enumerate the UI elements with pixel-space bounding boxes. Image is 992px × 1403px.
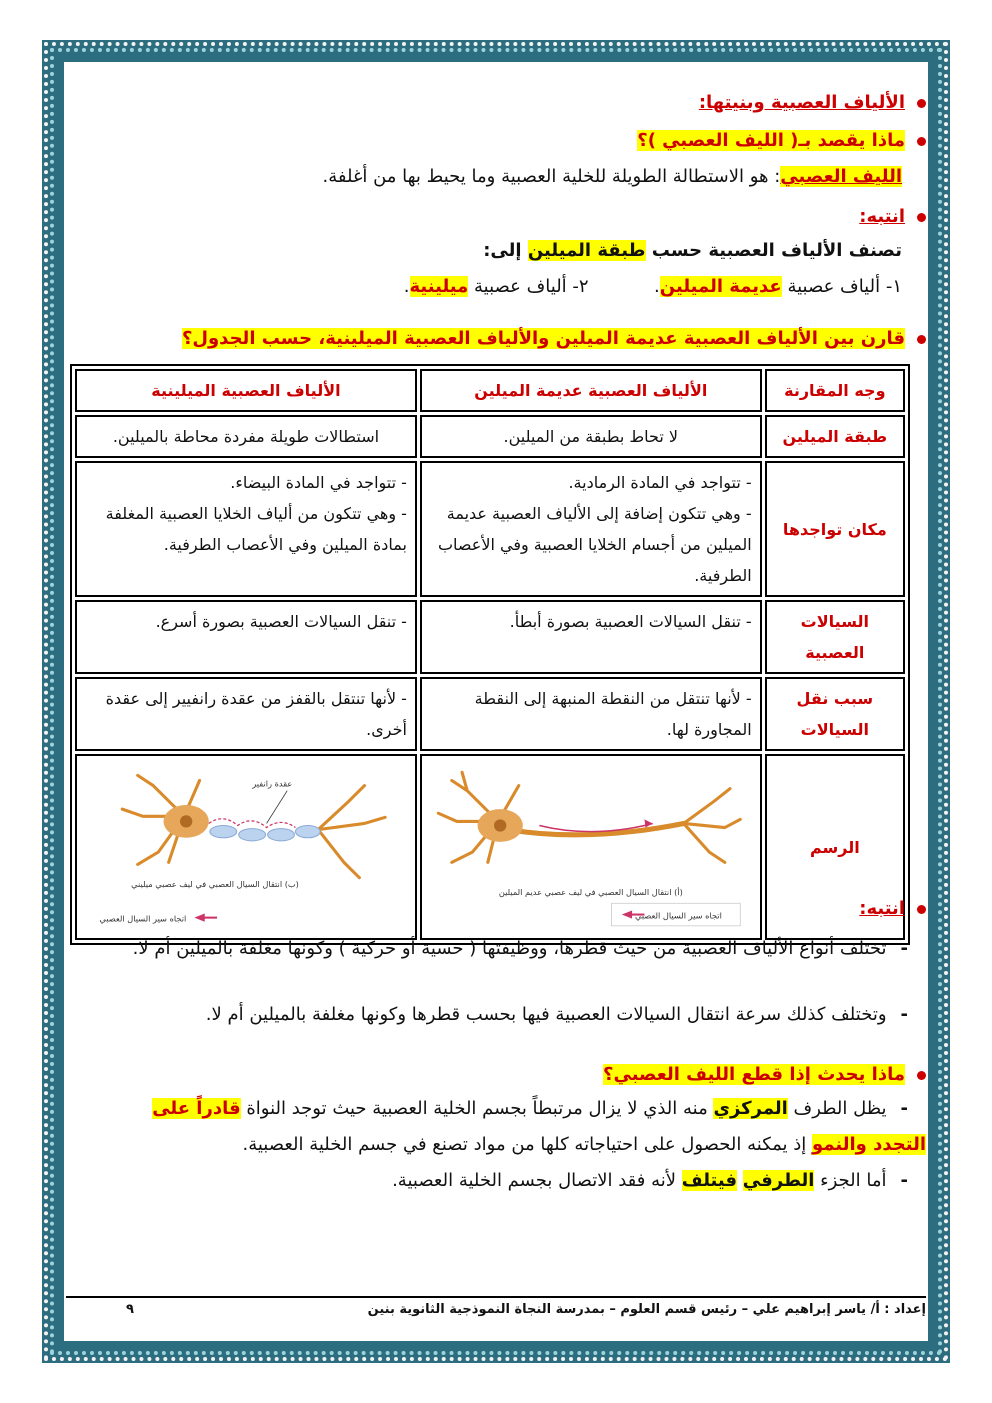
row-header-myelin: طبقة الميلين (765, 415, 905, 458)
table-row: سبب نقل السيالات - لأنها تنتقل من النقطة المنبهة إلى النقطة المجاورة لها. - لأنها تنتقل بالقفز من عقدة رانفيير إلى عقدة أخرى. (75, 677, 905, 751)
table-header-row (75, 369, 905, 412)
footer-credit: إعداد : أ/ ياسر إبراهيم علي – رئيس قسم العلوم – بمدرسة النجاة النموذجية الثانوية بنين (367, 1302, 926, 1317)
page-number: ٩ (126, 1302, 134, 1317)
classify-line: تصنف الألياف العصبية حسب طبقة الميلين إلى: (483, 240, 902, 261)
row-header-reason: سبب نقل السيالات (765, 677, 905, 751)
definition-term: الليف العصبي (780, 166, 902, 187)
type-myelinated: ٢- ألياف عصبية ميلينية. (403, 276, 589, 297)
row-header-impulses: السيالات العصبية (765, 600, 905, 674)
row-header-location: مكان تواجدها (765, 461, 905, 597)
note-heading-1: انتبه: (66, 206, 926, 227)
bullet-icon (917, 335, 926, 344)
bullet-icon (917, 1071, 926, 1080)
bullet-icon (917, 99, 926, 108)
footer (66, 1296, 926, 1317)
table-row: مكان تواجدها - تتواجد في المادة الرمادية. - وهي تتكون إضافة إلى الألياف العصبية عديمة الميلين من أجسام الخلايا العصبية وفي الأعصاب الطرفية. - تتواجد في المادة البيضاء. - وهي تتكون من ألياف الخلايا العصبية المغلفة بمادة الميلين وفي الأعصاب الطرفية. (75, 461, 905, 597)
direction-label: اتجاه سير السيال العصبي (634, 910, 722, 921)
figure-caption: (أ) انتقال السيال العصبي في ليف عصبي عديم الميلين (498, 887, 683, 898)
figure-caption: (ب) انتقال السيال العصبي في ليف عصبي ميليني (131, 878, 299, 889)
header-myelinated: الألياف العصبية الميلينية (75, 369, 417, 412)
definition-text: : هو الاستطالة الطويلة للخلية العصبية وما يحيط بها من أغلفة. (322, 166, 781, 187)
table-row: طبقة الميلين لا تحاط بطبقة من الميلين. استطالات طويلة مفردة محاطة بالميلين. (75, 415, 905, 458)
fiber-definition (66, 166, 902, 187)
ranvier-node-label: عقدة رانفير (252, 778, 293, 789)
type-unmyelinated: ١- ألياف عصبية عديمة الميلين. (654, 276, 902, 297)
page-content (66, 64, 926, 1339)
direction-label: اتجاه سير السيال العصبي (99, 913, 187, 924)
compare-question: قارن بين الألياف العصبية عديمة الميلين والألياف العصبية الميلينية، حسب الجدول؟ (66, 328, 926, 349)
bullet-icon (917, 137, 926, 146)
bullet-icon (917, 905, 926, 914)
header-unmyelinated: الألياف العصبية عديمة الميلين (420, 369, 762, 412)
note2-line-1: -تختلف أنواع الألياف العصبية من حيث قطرها، ووظيفتها ( حسية أو حركية ) وكونها مغلفة بالميلين أم لا. (132, 938, 908, 959)
heading-fibers: الألياف العصبية وبنيتها: (66, 92, 926, 113)
comparison-table (70, 364, 910, 945)
note-heading-2: انتبه: (66, 898, 926, 919)
fiber-types (66, 276, 902, 297)
cut-question: ماذا يحدث إذا قطع الليف العصبي؟ (66, 1064, 926, 1085)
cut-line-2: التجدد والنمو إذ يمكنه الحصول على احتياجاته كلها من مواد تصنع في جسم الخلية العصبية. (242, 1134, 926, 1155)
cut-line-3: -أما الجزء الطرفي فيتلف لأنه فقد الاتصال بجسم الخلية العصبية. (392, 1170, 908, 1191)
row-header-drawing: الرسم (765, 754, 905, 940)
cut-line-1: -يظل الطرف المركزي منه الذي لا يزال مرتبطاً بجسم الخلية العصبية حيث توجد النواة قادراً على (152, 1098, 908, 1119)
note2-line-2: -وتختلف كذلك سرعة انتقال السيالات العصبية فيها بحسب قطرها وكونها مغلفة بالميلين أم لا. (205, 1004, 908, 1025)
bullet-icon (917, 213, 926, 222)
question-fiber: ماذا يقصد بـ( الليف العصبي )؟ (66, 130, 926, 151)
header-aspect: وجه المقارنة (765, 369, 905, 412)
table-row: السيالات العصبية - تنقل السيالات العصبية بصورة أبطأ. - تنقل السيالات العصبية بصورة أسرع. (75, 600, 905, 674)
